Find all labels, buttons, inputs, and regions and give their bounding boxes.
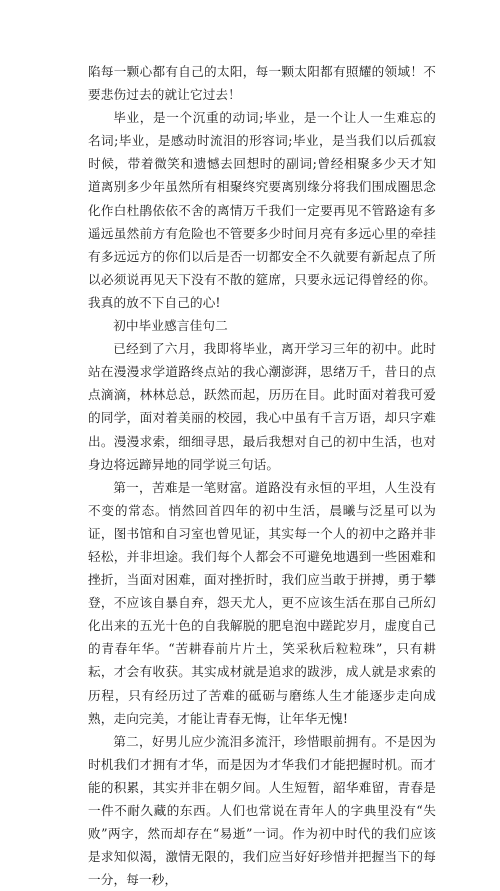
paragraph-first-point: 第一，苦难是一笔财富。道路没有永恒的平坦，人生没有不变的常态。悄然回首四年的初中生活，晨曦与泛星可以为证，图书馆和自习室也曾见证，其实每一个人的初中之路并非轻松，并非坦途。我们每个人都会不可避免地遇到一些困难和挫折，当面对困难，面对挫折时，我们应当敢于拼搏，勇于攀登，不应该自暴自弃，怨天尤人，更不应该生活在那自己所幻化出来的五光十色的自我解脱的肥皂泡中蹉跎岁月，虚度自己的青春年华。“苦耕春前片片土，笑采秋后粒粒珠”，只有耕耘，才会有收获。其实成材就是追求的跋涉，成人就是求索的历程，只有经历过了苦难的砥砺与磨练人生才能逐步走向成熟，走向完美，才能让青春无悔，让年华无愧!: [88, 479, 436, 726]
paragraph-continued: 陷每一颗心都有自己的太阳，每一颗太阳都有照耀的领域！不要悲伤过去的就让它过去！: [88, 64, 436, 103]
paragraph-graduation-words: 毕业，是一个沉重的动词;毕业，是一个让人一生难忘的名词;毕业，是感动时流泪的形容词;毕业，是当我们以后孤寂时候，带着微笑和遗憾去回想时的副词;曾经相聚多少天才知道离别多少年虽然所有相聚终究要离别缘分将我们围成圈思念化作白杜鹃依依不舍的离情万千我们一定要再见不管路途有多遥远虽然前方有危险也不管要多少时间月亮有多远心里的牵挂有多远远方的你们以后是否一切都安全不久就要有新起点了所以必须说再见天下没有不散的筵席，只要永远记得曾经的你。我真的放不下自己的心!: [88, 110, 436, 310]
section-heading: 初中毕业感言佳句二: [113, 318, 228, 334]
paragraph-second-point: 第二，好男儿应少流泪多流汗，珍惜眼前拥有。不是因为时机我们才拥有才华，而是因为才华我们才能把握时机。而才能的积累，其实并非在朝夕间。人生短暂，韶华难留，青春是一件不耐久藏的东西。人们也常说在青年人的字典里没有“失败”两字，然而却存在“易逝”一词。作为初中时代的我们应该是求知似渴，激情无限的，我们应当好好珍惜并把握当下的每一分，每一秒，: [88, 733, 436, 888]
paragraph-june: 已经到了六月，我即将毕业，离开学习三年的初中。此时站在漫漫求学道路终点站的我心潮澎湃，思绪万千，昔日的点点滴滴，林林总总，跃然而起，历历在目。此时面对着我可爱的同学，面对着美丽的校园，我心中虽有千言万语，却只字难出。漫漫求索，细细寻思，最后我想对自己的初中生活，也对身边将远蹄异地的同学说三句话。: [88, 341, 436, 472]
document-body: [88, 60, 436, 891]
